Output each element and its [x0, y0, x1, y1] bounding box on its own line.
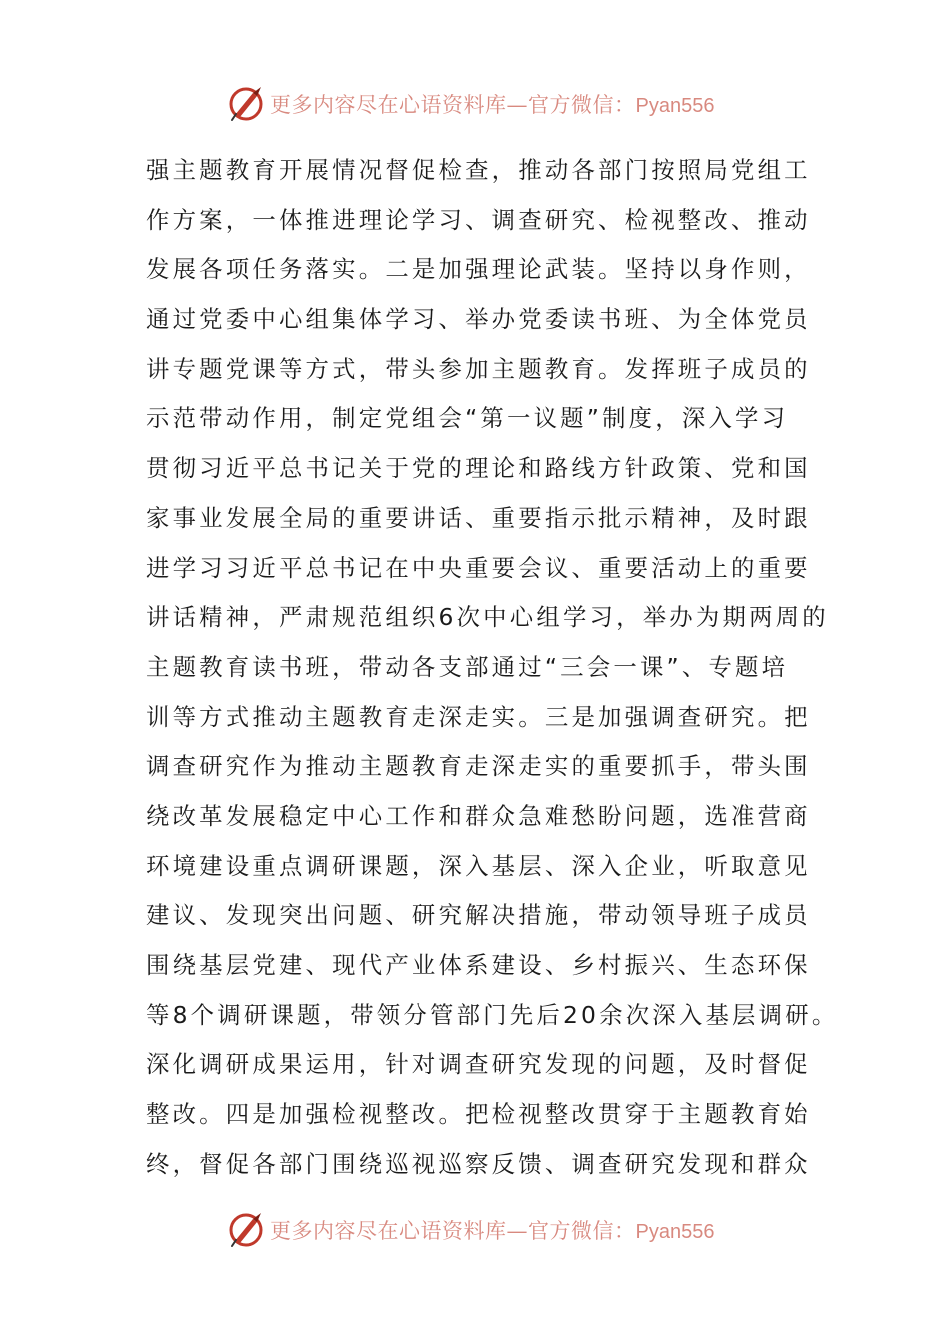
- text-line: 贯彻习近平总书记关于党的理论和路线方针政策、党和国: [146, 454, 811, 483]
- text-line: 终，督促各部门围绕巡视巡察反馈、调查研究发现和群众: [146, 1149, 811, 1178]
- quill-pen-logo-icon: [226, 84, 266, 124]
- banner-text: 更多内容尽在心语资料库—官方微信：Pyan556: [270, 93, 715, 117]
- text-line: 训等方式推动主题教育走深走实。三是加强调查研究。把: [146, 702, 811, 731]
- quill-pen-logo-icon: [226, 1210, 266, 1250]
- footer-banner: [226, 1210, 746, 1250]
- wechat-id: Pyan556: [635, 1221, 715, 1243]
- header-banner: [226, 84, 746, 124]
- text-line: 讲专题党课等方式，带头参加主题教育。发挥班子成员的: [146, 354, 811, 383]
- text-line: 调查研究作为推动主题教育走深走实的重要抓手，带头围: [146, 752, 811, 781]
- text-line: 讲话精神，严肃规范组织6次中心组学习，举办为期两周的: [146, 603, 829, 632]
- text-line: 进学习习近平总书记在中央重要会议、重要活动上的重要: [146, 553, 811, 582]
- text-line: 整改。四是加强检视整改。把检视整改贯穿于主题教育始: [146, 1100, 811, 1129]
- body-paragraph: [146, 146, 839, 1189]
- text-line: 围绕基层党建、现代产业体系建设、乡村振兴、生态环保: [146, 951, 811, 979]
- text-line: 等8个调研课题，带领分管部门先后20余次深入基层调研。: [146, 1000, 839, 1029]
- text-line: 发展各项任务落实。二是加强理论武装。坚持以身作则，: [146, 255, 811, 284]
- text-line: 作方案，一体推进理论学习、调查研究、检视整改、推动: [146, 205, 811, 234]
- text-line: 强主题教育开展情况督促检查，推动各部门按照局党组工: [146, 156, 811, 184]
- text-line: 示范带动作用，制定党组会“第一议题”制度，深入学习: [146, 404, 789, 433]
- text-line: 通过党委中心组集体学习、举办党委读书班、为全体党员: [146, 305, 811, 334]
- text-line: 环境建设重点调研课题，深入基层、深入企业，听取意见: [146, 851, 811, 880]
- text-line: 建议、发现突出问题、研究解决措施，带动领导班子成员: [146, 901, 811, 930]
- text-line: 主题教育读书班，带动各支部通过“三会一课”、专题培: [146, 652, 789, 681]
- wechat-id: Pyan556: [635, 95, 715, 117]
- text-line: 家事业发展全局的重要讲话、重要指示批示精神，及时跟: [146, 503, 811, 532]
- banner-text: 更多内容尽在心语资料库—官方微信：Pyan556: [270, 1219, 715, 1243]
- text-line: 绕改革发展稳定中心工作和群众急难愁盼问题，选准营商: [146, 801, 811, 830]
- text-line: 深化调研成果运用，针对调查研究发现的问题，及时督促: [146, 1050, 811, 1079]
